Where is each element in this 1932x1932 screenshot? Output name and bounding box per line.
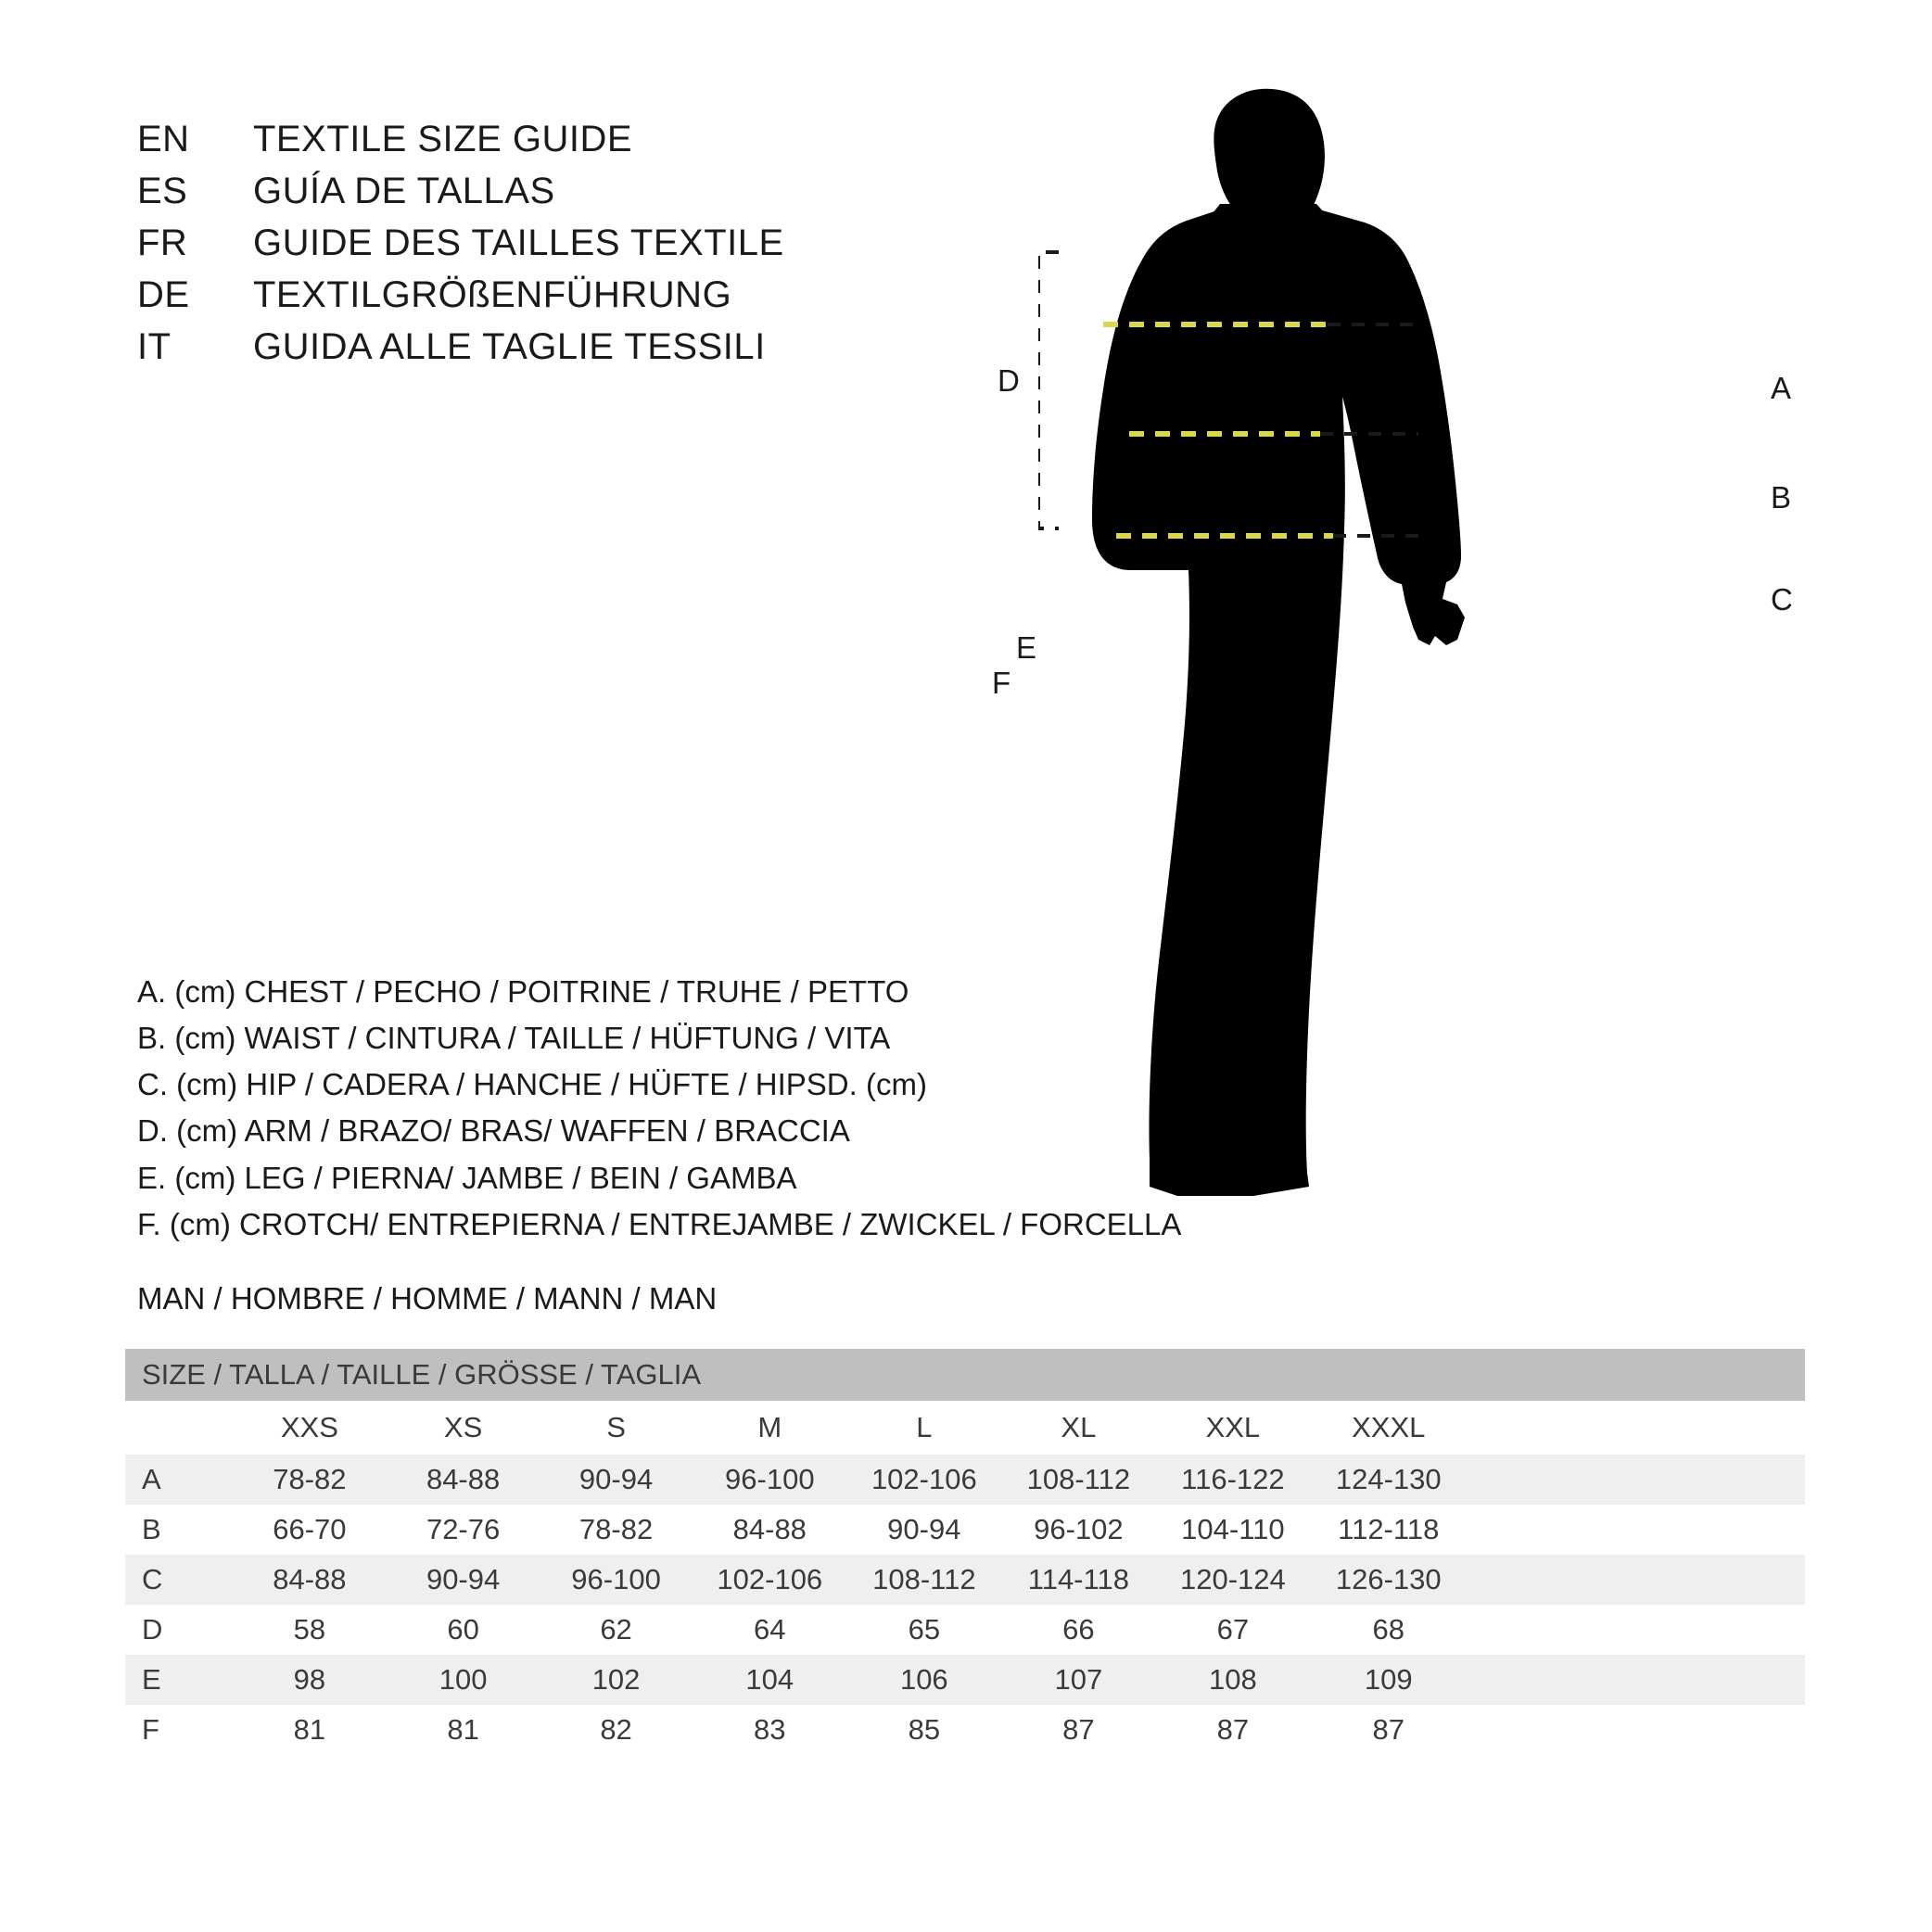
cell-a-xxxl: 124-130: [1310, 1455, 1467, 1505]
cell-d-xs: 60: [387, 1605, 540, 1655]
silhouette-figure-svg: [1038, 83, 1817, 1224]
legend-item-a: A. (cm) CHEST / PECHO / POITRINE / TRUHE / PETTO: [137, 974, 909, 1009]
cell-d-m: 64: [693, 1605, 847, 1655]
language-row: [137, 326, 972, 378]
cell-e-xxl: 108: [1156, 1655, 1311, 1705]
cell-c-xs: 90-94: [387, 1555, 540, 1605]
dimension-label-b: B: [1771, 480, 1792, 515]
table-spacer-cell: [1467, 1605, 1805, 1655]
row-label-c: C: [125, 1555, 233, 1605]
language-row: [137, 171, 972, 222]
column-header-xxxl: XXXL: [1310, 1401, 1467, 1455]
dimension-label-e: E: [1016, 630, 1037, 665]
cell-c-xxl: 120-124: [1156, 1555, 1311, 1605]
table-row: [125, 1455, 1805, 1505]
cell-f-l: 85: [847, 1705, 1002, 1755]
table-band-title: SIZE / TALLA / TAILLE / GRÖSSE / TAGLIA: [125, 1349, 1805, 1401]
male-silhouette-icon: [1092, 89, 1465, 1196]
legend-item-c: C. (cm) HIP / CADERA / HANCHE / HÜFTE / HIPSD. (cm): [137, 1067, 927, 1102]
language-code: ES: [137, 171, 188, 211]
language-title: GUIDA ALLE TAGLIE TESSILI: [253, 326, 766, 367]
language-row: [137, 274, 972, 326]
row-label-e: E: [125, 1655, 233, 1705]
cell-e-s: 102: [540, 1655, 693, 1705]
cell-c-xxxl: 126-130: [1310, 1555, 1467, 1605]
legend-item-e: E. (cm) LEG / PIERNA/ JAMBE / BEIN / GAMBA: [137, 1160, 797, 1195]
cell-e-l: 106: [847, 1655, 1002, 1705]
cell-a-xxs: 78-82: [233, 1455, 388, 1505]
cell-d-xxxl: 68: [1310, 1605, 1467, 1655]
cell-a-xxl: 116-122: [1156, 1455, 1311, 1505]
cell-d-l: 65: [847, 1605, 1002, 1655]
table-spacer-cell: [1467, 1655, 1805, 1705]
column-header-xl: XL: [1001, 1401, 1156, 1455]
language-title: TEXTILE SIZE GUIDE: [253, 119, 633, 159]
table-spacer-cell: [1467, 1401, 1805, 1455]
table-row: [125, 1605, 1805, 1655]
cell-d-xl: 66: [1001, 1605, 1156, 1655]
table-spacer-cell: [1467, 1505, 1805, 1555]
language-title: GUIDE DES TAILLES TEXTILE: [253, 222, 784, 263]
cell-b-l: 90-94: [847, 1505, 1002, 1555]
table-header-row: [125, 1401, 1805, 1455]
table-row: [125, 1555, 1805, 1605]
language-title: TEXTILGRÖßENFÜHRUNG: [253, 274, 732, 315]
cell-f-xs: 81: [387, 1705, 540, 1755]
cell-a-l: 102-106: [847, 1455, 1002, 1505]
size-diagram: [992, 83, 1817, 1224]
column-header-m: M: [693, 1401, 847, 1455]
cell-c-m: 102-106: [693, 1555, 847, 1605]
table-band-row: [125, 1349, 1805, 1401]
table-row: [125, 1705, 1805, 1755]
cell-b-xl: 96-102: [1001, 1505, 1156, 1555]
table-spacer-cell: [1467, 1455, 1805, 1505]
row-label-f: F: [125, 1705, 233, 1755]
row-label-a: A: [125, 1455, 233, 1505]
table-spacer-cell: [1467, 1705, 1805, 1755]
language-code: EN: [137, 119, 190, 159]
cell-b-xs: 72-76: [387, 1505, 540, 1555]
legend-item-f: F. (cm) CROTCH/ ENTREPIERNA / ENTREJAMBE / ZWICKEL / FORCELLA: [137, 1206, 1182, 1241]
bracket-d: [1038, 252, 1059, 528]
language-code: IT: [137, 326, 172, 367]
cell-f-s: 82: [540, 1705, 693, 1755]
cell-f-xxxl: 87: [1310, 1705, 1467, 1755]
cell-c-s: 96-100: [540, 1555, 693, 1605]
table-row: [125, 1505, 1805, 1555]
cell-a-xs: 84-88: [387, 1455, 540, 1505]
cell-e-xs: 100: [387, 1655, 540, 1705]
dimension-label-f: F: [992, 666, 1011, 700]
dimension-label-d: D: [998, 363, 1020, 398]
column-header-l: L: [847, 1401, 1002, 1455]
cell-a-s: 90-94: [540, 1455, 693, 1505]
cell-e-xxs: 98: [233, 1655, 388, 1705]
cell-b-xxs: 66-70: [233, 1505, 388, 1555]
cell-b-xxxl: 112-118: [1310, 1505, 1467, 1555]
language-row: [137, 222, 972, 274]
cell-e-xl: 107: [1001, 1655, 1156, 1705]
row-label-b: B: [125, 1505, 233, 1555]
cell-c-xxs: 84-88: [233, 1555, 388, 1605]
cell-f-xxs: 81: [233, 1705, 388, 1755]
column-header-xxs: XXS: [233, 1401, 388, 1455]
cell-b-s: 78-82: [540, 1505, 693, 1555]
row-label-d: D: [125, 1605, 233, 1655]
dimension-label-c: C: [1771, 582, 1793, 616]
cell-b-xxl: 104-110: [1156, 1505, 1311, 1555]
cell-a-m: 96-100: [693, 1455, 847, 1505]
cell-f-m: 83: [693, 1705, 847, 1755]
cell-a-xl: 108-112: [1001, 1455, 1156, 1505]
language-title-block: [137, 119, 972, 378]
language-code: DE: [137, 274, 190, 315]
language-row: [137, 119, 972, 171]
cell-d-s: 62: [540, 1605, 693, 1655]
cell-f-xxl: 87: [1156, 1705, 1311, 1755]
column-header-xs: XS: [387, 1401, 540, 1455]
gender-label: MAN / HOMBRE / HOMME / MANN / MAN: [137, 1281, 718, 1316]
size-table: [125, 1349, 1805, 1755]
dimension-label-a: A: [1771, 371, 1792, 405]
cell-e-m: 104: [693, 1655, 847, 1705]
language-code: FR: [137, 222, 188, 263]
legend-item-b: B. (cm) WAIST / CINTURA / TAILLE / HÜFTUNG / VITA: [137, 1021, 891, 1056]
column-header-s: S: [540, 1401, 693, 1455]
cell-e-xxxl: 109: [1310, 1655, 1467, 1705]
cell-f-xl: 87: [1001, 1705, 1156, 1755]
cell-b-m: 84-88: [693, 1505, 847, 1555]
language-title: GUÍA DE TALLAS: [253, 171, 555, 211]
legend-item-d: D. (cm) ARM / BRAZO/ BRAS/ WAFFEN / BRACCIA: [137, 1113, 850, 1149]
table-spacer-cell: [1467, 1555, 1805, 1605]
cell-c-l: 108-112: [847, 1555, 1002, 1605]
column-header-xxl: XXL: [1156, 1401, 1311, 1455]
table-corner-cell: [125, 1401, 233, 1455]
cell-c-xl: 114-118: [1001, 1555, 1156, 1605]
table-row: [125, 1655, 1805, 1705]
cell-d-xxl: 67: [1156, 1605, 1311, 1655]
cell-d-xxs: 58: [233, 1605, 388, 1655]
